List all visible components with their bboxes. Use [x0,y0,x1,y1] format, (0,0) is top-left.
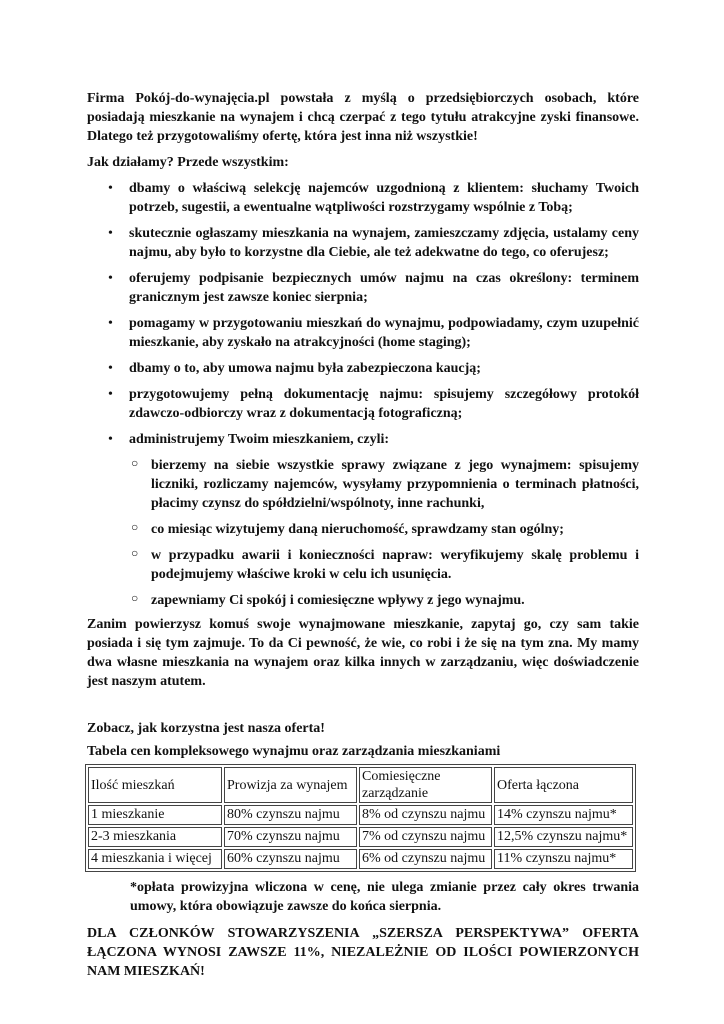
table-header-row [88,767,633,803]
circle-bullet-icon: ○ [131,520,139,534]
bullet-icon: • [108,361,113,376]
table-cell: 14% czynszu najmu* [494,805,633,825]
circle-bullet-icon: ○ [131,546,139,560]
list-item [87,359,639,378]
list-item-text: dbamy o to, aby umowa najmu była zabezpieczona kaucją; [129,361,481,376]
table-header-cell: Comiesięczne zarządzanie [359,767,492,803]
bullet-icon: • [108,432,113,447]
table-cell: 2-3 mieszkania [88,827,222,847]
table-row [88,849,633,869]
table-title: Tabela cen kompleksowego wynajmu oraz zarządzania mieszkaniami [87,744,501,759]
table-header-cell: Prowizja za wynajem [224,767,357,803]
list-item-text: pomagamy w przygotowaniu mieszkań do wynajmu, podpowiadamy, czym uzupełnić mieszkanie, aby zyskało na atrakcyjności (home staging); [129,316,639,350]
list-item [87,179,639,217]
table-header-cell: Ilość mieszkań [88,767,222,803]
list-item-text: przygotowujemy pełną dokumentację najmu: spisujemy szczegółowy protokół zdawczo-odbiorczy wraz z dokumentacją fotograficzną; [129,387,639,421]
bullet-icon: • [108,226,113,241]
list-item [87,385,639,423]
footnote: *opłata prowizyjna wliczona w cenę, nie ulega zmianie przez cały okres trwania umowy, która obowiązuje zawsze do końca sierpnia. [130,880,639,914]
table-cell: 60% czynszu najmu [224,849,357,869]
table-cell: 80% czynszu najmu [224,805,357,825]
bullet-icon: • [108,181,113,196]
list-item [87,314,639,352]
sub-list-item [129,520,639,539]
table-cell: 12,5% czynszu najmu* [494,827,633,847]
sub-list-item-text: w przypadku awarii i konieczności napraw: weryfikujemy skalę problemu i podejmujemy właściwe kroki w celu ich usunięcia. [151,548,639,582]
sub-list-item-text: zapewniamy Ci spokój i comiesięczne wpływy z jego wynajmu. [151,593,525,608]
intro-paragraph: Firma Pokój-do-wynajęcia.pl powstała z myślą o przedsiębiorczych osobach, które posiadają mieszkanie na wynajem i chcą czerpać z tego tytułu atrakcyjne zyski finansowe. Dlatego też przygotowaliśmy ofertę, która jest inna niż wszystkie! [87,91,639,144]
document-page [87,89,639,981]
list-item [87,430,639,610]
table-cell: 6% od czynszu najmu [359,849,492,869]
circle-bullet-icon: ○ [131,456,139,470]
table-cell: 8% od czynszu najmu [359,805,492,825]
section-question: Jak działamy? Przede wszystkim: [87,155,289,170]
list-item [87,269,639,307]
administration-sublist [129,456,639,610]
table-cell: 11% czynszu najmu* [494,849,633,869]
list-item-text: oferujemy podpisanie bezpiecznych umów najmu na czas określony: terminem granicznym jest zawsze koniec sierpnia; [129,271,639,305]
sub-list-item [129,591,639,610]
closing-paragraph: Zanim powierzysz komuś swoje wynajmowane mieszkanie, zapytaj go, czy sam takie posiada i się tym zajmuje. To da Ci pewność, że wie, co robi i że się na tym zna. My mamy dwa własne mieszkania na wynajem oraz kilka innych w zarządzaniu, więc doświadczenie jest naszym atutem. [87,617,639,689]
table-cell: 4 mieszkania i więcej [88,849,222,869]
bullet-icon: • [108,387,113,402]
sub-list-item [129,546,639,584]
table-row [88,827,633,847]
table-cell: 70% czynszu najmu [224,827,357,847]
list-item-text: administrujemy Twoim mieszkaniem, czyli: [129,432,390,447]
table-header-cell: Oferta łączona [494,767,633,803]
bullet-icon: • [108,316,113,331]
price-table [85,764,636,872]
sub-list-item-text: bierzemy na siebie wszystkie sprawy związane z jego wynajmem: spisujemy liczniki, rozliczamy najemców, wysyłamy przypomnienia o terminach płatności, płacimy czynsz do spółdzielni/wspólnoty, inne rachunki, [151,458,639,511]
table-cell: 1 mieszkanie [88,805,222,825]
circle-bullet-icon: ○ [131,591,139,605]
sub-list-item-text: co miesiąc wizytujemy daną nieruchomość, sprawdzamy stan ogólny; [151,522,564,537]
list-item-text: skutecznie ogłaszamy mieszkania na wynajem, zamieszczamy zdjęcia, ustalamy ceny najmu, aby było to korzystne dla Ciebie, ale też adekwatne do tego, co oferujesz; [129,226,639,260]
bullet-icon: • [108,271,113,286]
services-list [87,179,639,610]
table-row [88,805,633,825]
sub-list-item [129,456,639,513]
list-item [87,224,639,262]
offer-heading: Zobacz, jak korzystna jest nasza oferta! [87,721,325,736]
table-cell: 7% od czynszu najmu [359,827,492,847]
list-item-text: dbamy o właściwą selekcję najemców uzgodnioną z klientem: słuchamy Twoich potrzeb, sugestii, a ewentualne wątpliwości rozstrzygamy wspólnie z Tobą; [129,181,639,215]
member-offer-note: DLA CZŁONKÓW STOWARZYSZENIA „SZERSZA PERSPEKTYWA” OFERTA ŁĄCZONA WYNOSI ZAWSZE 11%, NIEZALEŻNIE OD ILOŚCI POWIERZONYCH NAM MIESZKAŃ! [87,926,639,979]
